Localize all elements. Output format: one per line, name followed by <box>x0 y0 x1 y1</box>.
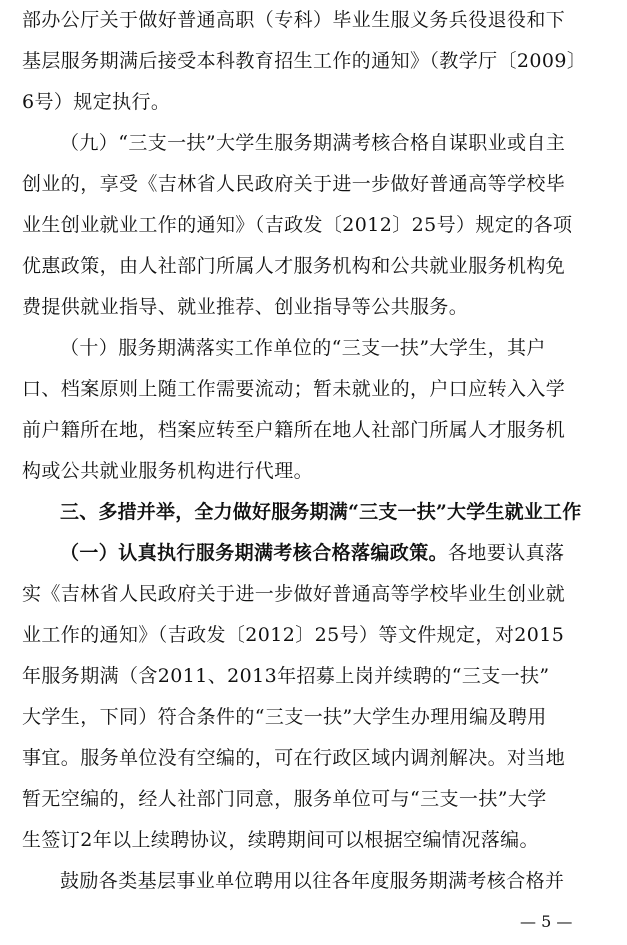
text-line: 创业的，享受《吉林省人民政府关于进一步做好普通高等学校毕 <box>22 173 566 195</box>
paragraph-start-line: （十）服务期满落实工作单位的“三支一扶”大学生，其户 <box>60 337 546 359</box>
section-heading: 三、多措并举，全力做好服务期满“三支一扶”大学生就业工作 <box>60 501 582 523</box>
text-line: 生签订2年以上续聘协议，续聘期间可以根据空编情况落编。 <box>22 829 539 851</box>
text-line: 年服务期满（含2011、2013年招募上岗并续聘的“三支一扶” <box>22 665 550 687</box>
text-line: 部办公厅关于做好普通高职（专科）毕业生服义务兵役退役和下 <box>22 9 566 31</box>
paragraph-start-line: 鼓励各类基层事业单位聘用以往各年度服务期满考核合格并 <box>60 870 565 892</box>
policy-line <box>60 536 627 570</box>
text-line: 构或公共就业服务机构进行代理。 <box>22 460 314 482</box>
policy-title: （一）认真执行服务期满考核合格落编政策。 <box>60 542 449 564</box>
text-line: 大学生，下同）符合条件的“三支一扶”大学生办理用编及聘用 <box>22 706 547 728</box>
text-line: 6号）规定执行。 <box>22 91 171 113</box>
text-line: 费提供就业指导、就业推荐、创业指导等公共服务。 <box>22 296 469 318</box>
text-line: 优惠政策，由人社部门所属人才服务机构和公共就业服务机构免 <box>22 255 566 277</box>
text-line: 基层服务期满后接受本科教育招生工作的通知》（教学厅〔2009〕 <box>22 50 587 72</box>
text-line: 口、档案原则上随工作需要流动；暂未就业的，户口应转入入学 <box>22 378 566 400</box>
text-line: 暂无空编的，经人社部门同意，服务单位可与“三支一扶”大学 <box>22 788 547 810</box>
page-number: — 5 — <box>520 912 573 931</box>
text-line: 实《吉林省人民政府关于进一步做好普通高等学校毕业生创业就 <box>22 583 566 605</box>
paragraph-start-line: （九）“三支一扶”大学生服务期满考核合格自谋职业或自主 <box>60 132 566 154</box>
text-line: 事宜。服务单位没有空编的，可在行政区域内调剂解决。对当地 <box>22 747 566 769</box>
text-line: 前户籍所在地，档案应转至户籍所在地人社部门所属人才服务机 <box>22 419 566 441</box>
text-line: 业生创业就业工作的通知》（吉政发〔2012〕25号）规定的各项 <box>22 214 573 236</box>
text-line: 业工作的通知》（吉政发〔2012〕25号）等文件规定，对2015 <box>22 624 565 646</box>
policy-text: 各地要认真落 <box>448 542 565 564</box>
